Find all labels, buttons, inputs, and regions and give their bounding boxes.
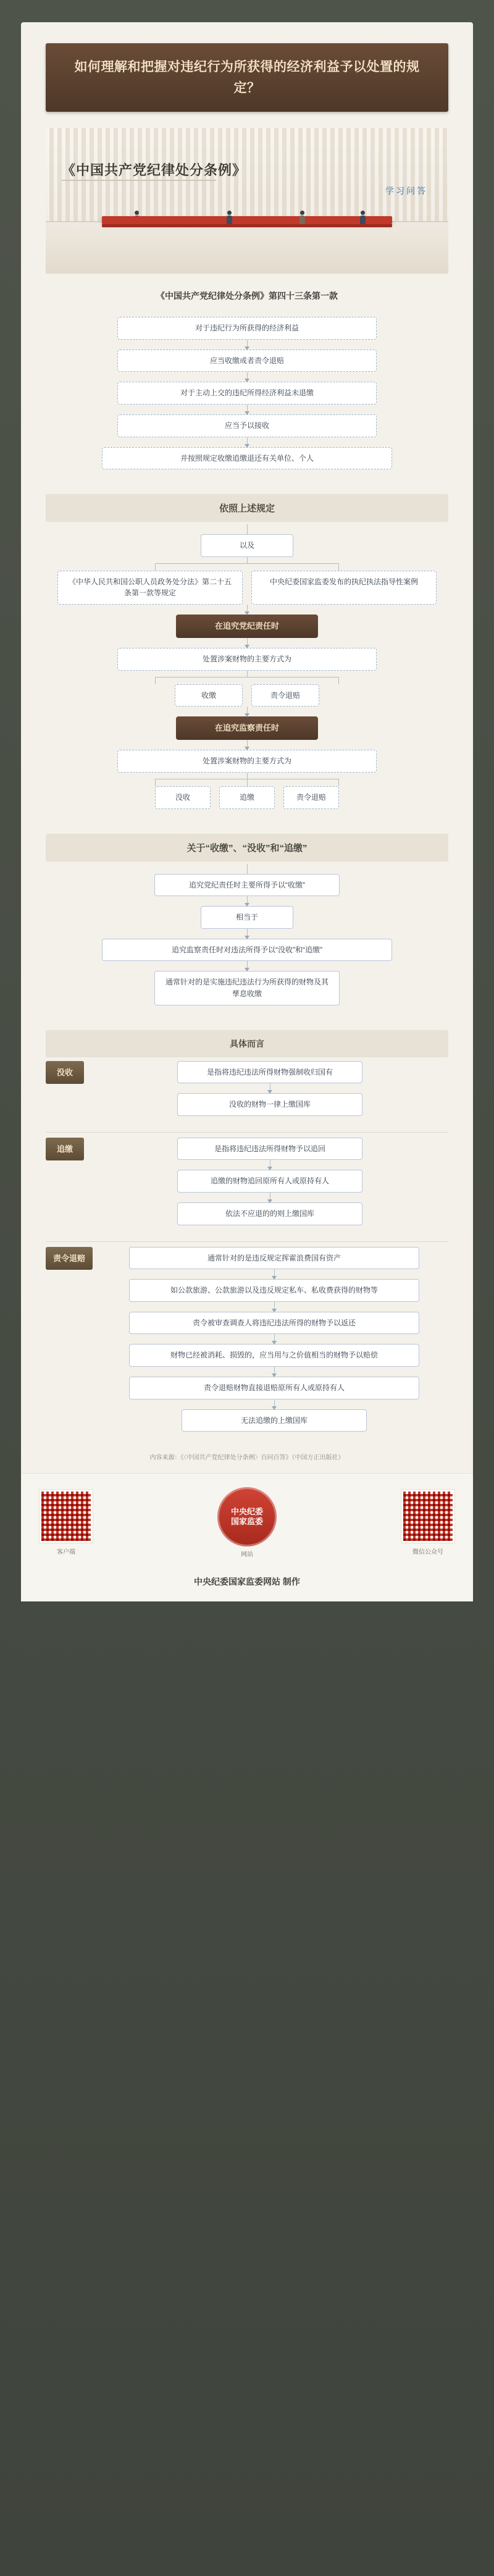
made-by: 中央纪委国家监委网站 制作: [21, 1568, 473, 1601]
source-note: 内容来源：《〈中国共产党纪律处分条例〉百问百答》（中国方正出版社）: [149, 1454, 345, 1462]
section2-doc-row: [46, 571, 448, 605]
connector: [274, 1302, 275, 1312]
qr-app[interactable]: [40, 1490, 93, 1556]
emblem-line-2: 国家监委: [230, 1517, 263, 1527]
page-title: [46, 43, 448, 112]
divider: [46, 1241, 448, 1242]
stage2-option: 没收: [155, 786, 211, 809]
connector: [247, 638, 248, 648]
connector: [247, 929, 248, 939]
emblem-line-1: 中央纪委: [230, 1506, 263, 1516]
stage2-options: [46, 786, 448, 809]
section4-block: [46, 1247, 448, 1432]
section4-node: 如公款旅游、公款旅游以及违反规定私车、私收费获得的财物等: [129, 1279, 419, 1302]
section2-band: 依照上述规定: [46, 494, 448, 522]
section3-node: 相当于: [201, 906, 293, 929]
connector: [247, 372, 248, 382]
emblem-circle: [217, 1487, 277, 1546]
hero-image: [46, 128, 448, 274]
connector: [247, 437, 248, 447]
stage1-options: [46, 684, 448, 707]
split-connector: [126, 557, 367, 571]
qr-code-icon: [40, 1490, 93, 1543]
section3-node: 追究党纪责任时主要所得予以“收缴”: [154, 874, 340, 897]
section3-band: 关于“收缴”、“没收”和“追缴”: [46, 834, 448, 862]
section4-node: 通常针对的是违反规定挥霍浪费国有资产: [129, 1247, 419, 1270]
connector: [247, 605, 248, 615]
hero-subtitle: 学习问答: [385, 186, 427, 196]
section4-node: 是指将违纪违法所得财物强制收归国有: [177, 1061, 362, 1084]
qr-wechat[interactable]: [401, 1490, 454, 1556]
section4-node: 依法不应退的的则上缴国库: [177, 1202, 362, 1225]
hero-figure-icon: [227, 211, 232, 224]
section4-block: [46, 1061, 448, 1116]
connector: [247, 405, 248, 414]
section4-node: 责令退赔财物直接退赔原所有人或原持有人: [129, 1377, 419, 1399]
connector: [247, 961, 248, 971]
qr-code-icon: [401, 1490, 454, 1543]
section3-node: 通常针对的是实施违纪违法行为所获得的财物及其孳息收缴: [154, 971, 340, 1005]
section4-tag: 责令退赔: [46, 1247, 93, 1270]
section4-tag: 没收: [46, 1061, 84, 1085]
flow1-node: 对于违纪行为所获得的经济利益: [117, 317, 377, 340]
flow1-node: 应当予以接收: [117, 414, 377, 437]
hero-figure-icon: [299, 211, 305, 224]
section4-block: [46, 1138, 448, 1225]
flow-section-3: [46, 809, 448, 1005]
stage1-option: 收缴: [175, 684, 243, 707]
connector: [247, 524, 248, 534]
hero-figure-icon: [360, 211, 366, 224]
section4-node: 没收的财物一律上缴国库: [177, 1093, 362, 1116]
stage2-option: 责令退赔: [283, 786, 339, 809]
section3-node: 追究监察责任时对违法所得予以“没收”和“追缴”: [102, 939, 392, 962]
stage1-title: 处置涉案财物的主要方式为: [117, 648, 377, 671]
stage2-label: 在追究监察责任时: [176, 716, 318, 740]
connector: [247, 896, 248, 906]
connector: [274, 1334, 275, 1344]
section4-node: 追缴的财物追回原所有人或原持有人: [177, 1170, 362, 1193]
hero-divider: [62, 180, 216, 181]
stage2-title: 处置涉案财物的主要方式为: [117, 750, 377, 773]
page-title-text: 如何理解和把握对违纪行为所获得的经济利益予以处置的规定？: [74, 60, 420, 95]
stage1-option: 责令退赔: [251, 684, 319, 707]
split-connector: [126, 773, 367, 786]
qr-wechat-caption: 微信公众号: [412, 1549, 443, 1556]
section4-node: 责令被审查调查人将违纪违法所得的财物予以返还: [129, 1312, 419, 1335]
section4-tag: 追缴: [46, 1138, 84, 1161]
connector: [247, 707, 248, 716]
split-connector: [126, 671, 367, 684]
connector: [247, 740, 248, 750]
divider: [46, 1132, 448, 1133]
hero-red-platform: [102, 216, 391, 224]
flow1-node: 并按照规定收缴追缴退还有关单位、个人: [102, 447, 392, 470]
hero-book-title: 《中国共产党纪律处分条例》: [62, 162, 247, 178]
connector: [274, 1269, 275, 1279]
stage1-label: 在追究党纪责任时: [176, 615, 318, 638]
emblem-caption: 网站: [241, 1551, 253, 1559]
section4-band: 具体而言: [46, 1030, 448, 1057]
content-card: [21, 22, 473, 1601]
flow1-node: 应当收缴或者责令退赔: [117, 350, 377, 372]
connector: [247, 864, 248, 874]
section4-node: 是指将违纪违法所得财物予以追回: [177, 1138, 362, 1160]
flow-section-1: [46, 306, 448, 469]
flow-section-4: [46, 1005, 448, 1432]
section2-connector-node: 以及: [201, 534, 293, 557]
connector: [274, 1399, 275, 1409]
qr-app-caption: 客户端: [57, 1549, 75, 1556]
section4-node: 财物已经被消耗、损毁的，应当用与之价值相当的财物予以赔偿: [129, 1344, 419, 1367]
section2-right-doc: 中央纪委国家监委发布的执纪执法指导性案例: [251, 571, 437, 605]
hero-desk: [46, 221, 448, 274]
flow1-node: 对于主动上交的违纪所得经济利益未退缴: [117, 382, 377, 405]
site-emblem: [217, 1487, 277, 1558]
flow-section-2: [46, 469, 448, 808]
section2-left-doc: 《中华人民共和国公职人员政务处分法》第二十五条第一款等规定: [57, 571, 243, 605]
footer: [21, 1473, 473, 1568]
law-reference-heading: 《中国共产党纪律处分条例》第四十三条第一款: [156, 291, 338, 301]
connector: [247, 340, 248, 350]
section4-node: 无法追缴的上缴国库: [182, 1409, 367, 1432]
stage2-option: 追缴: [219, 786, 275, 809]
hero-figure-icon: [134, 211, 140, 224]
connector: [274, 1367, 275, 1377]
